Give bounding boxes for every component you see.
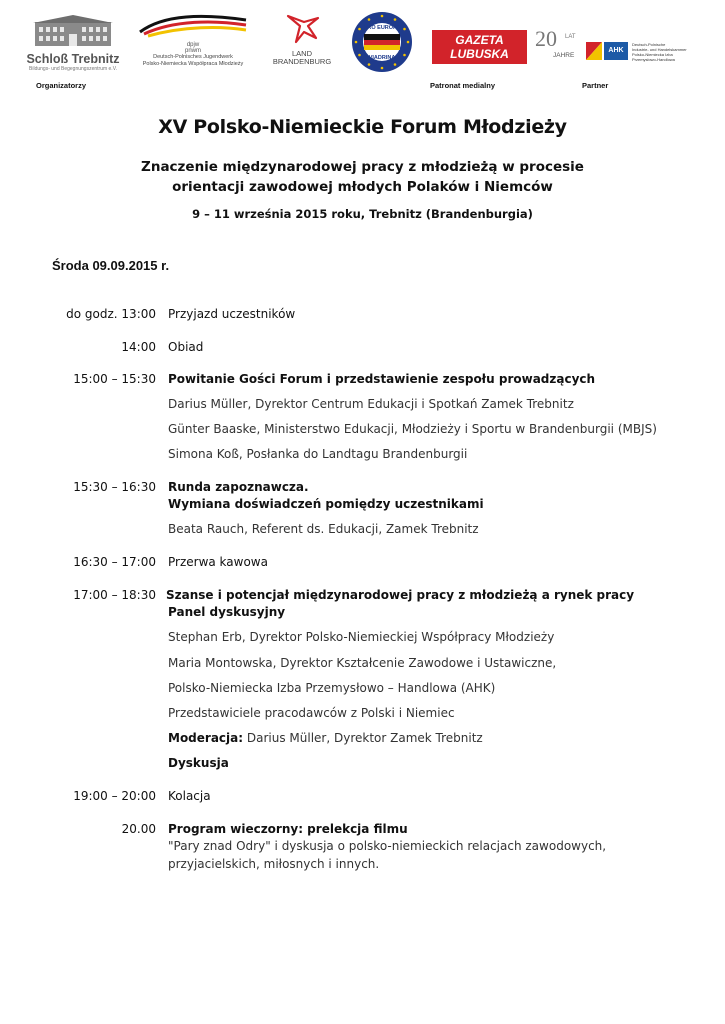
speaker-line: Günter Baaske, Ministerstwo Edukacji, Młodzieży i Sportu w Brandenburgii (MBJS)	[168, 422, 657, 436]
organizers-label: Organizatorzy	[36, 81, 87, 90]
agenda-item: Obiad	[168, 340, 204, 354]
pro-europa-text: PRO EUROPA	[363, 25, 401, 31]
speaker-line: Maria Montowska, Dyrektor Kształcenie Zawodowe i Ustawiczne,	[168, 656, 557, 670]
description-line: "Pary znad Odry" i dyskusja o polsko-niemieckich relacjach zawodowych,	[168, 839, 607, 853]
agenda-item: Runda zapoznawcza.	[168, 480, 309, 494]
agenda-item: Przerwa kawowa	[168, 555, 268, 569]
ahk-logo	[586, 42, 716, 72]
time-slot: 14:00	[121, 340, 156, 354]
description-line: przyjacielskich, miłosnych i innych.	[168, 857, 380, 871]
brandenburg-line1: LAND	[291, 49, 312, 58]
logo-row	[0, 8, 725, 84]
land-brandenburg-logo	[262, 12, 342, 74]
ahk-line3: Polsko-Niemiecka Izba	[632, 52, 673, 57]
ahk-flag-icon	[586, 42, 602, 60]
castle-icon	[31, 14, 115, 48]
brandenburg-line2: BRANDENBURG	[272, 57, 332, 66]
lat-number: 20	[535, 26, 557, 51]
gazeta-lubuska-logo	[432, 30, 527, 64]
speaker-line: Beata Rauch, Referent ds. Edukacji, Zamek Trebnitz	[168, 522, 479, 536]
agenda-subline: Panel dyskusyjny	[168, 605, 286, 619]
day-heading: Środa 09.09.2015 r.	[52, 258, 170, 273]
dpjw-short-pl: pnwm	[184, 48, 201, 54]
ahk-line1: Deutsch-Polnische	[632, 42, 666, 47]
moderation-label: Moderacja:	[168, 731, 244, 745]
agenda-item: Program wieczorny: prelekcja filmu	[168, 822, 408, 836]
pro-europa-emblem-icon	[350, 10, 414, 74]
ahk-label: AHK	[604, 42, 628, 60]
time-slot: 20.00	[121, 822, 156, 836]
time-slot: 15:00 – 15:30	[73, 372, 156, 386]
ahk-text	[632, 42, 687, 62]
time-slot: 19:00 – 20:00	[73, 789, 156, 803]
pro-europa-viadrina-logo	[350, 10, 414, 74]
gazeta-line2: LUBUSKA	[450, 47, 509, 61]
moderation-line	[168, 730, 483, 746]
agenda-item: Szanse i potencjał międzynarodowej pracy z młodzieżą a rynek pracy	[166, 588, 635, 602]
schloss-trebnitz-logo	[22, 14, 124, 76]
subtitle-line1: Znaczenie międzynarodowej pracy z młodzieżą w procesie	[141, 159, 584, 175]
agenda-item: Powitanie Gości Forum i przedstawienie zespołu prowadzących	[168, 372, 596, 386]
ahk-line2: Industrie- und Handelskammer	[632, 47, 687, 52]
partner-label: Partner	[582, 81, 609, 90]
lat-jahre: JAHRE	[553, 52, 575, 59]
time-slot: 17:00 – 18:30	[73, 588, 156, 602]
gazeta-line1: GAZETA	[455, 33, 504, 47]
media-patronage-label: Patronat medialny	[430, 81, 496, 90]
dpjw-line1: Deutsch-Polnisches Jugendwerk	[153, 54, 233, 60]
time-slot: 16:30 – 17:00	[73, 555, 156, 569]
date-place: 9 – 11 września 2015 roku, Trebnitz (Brandenburgia)	[192, 207, 533, 221]
agenda-item: Kolacja	[168, 789, 211, 803]
dpjw-short: dpjw	[186, 42, 200, 48]
document-title: XV Polsko-Niemieckie Forum Młodzieży	[158, 116, 567, 138]
agenda-subline: Dyskusja	[168, 756, 229, 770]
speaker-line: Simona Koß, Posłanka do Landtagu Brandenburgii	[168, 447, 468, 461]
speaker-line: Przedstawiciele pracodawców z Polski i Niemiec	[168, 706, 455, 720]
speaker-line: Polsko-Niemiecka Izba Przemysłowo – Handlowa (AHK)	[168, 681, 496, 695]
time-slot: do godz. 13:00	[66, 307, 156, 321]
dpjw-logo	[134, 12, 252, 76]
speaker-line: Stephan Erb, Dyrektor Polsko-Niemieckiej Współpracy Młodzieży	[168, 630, 555, 644]
viadrina-text: VIADRINA	[368, 55, 396, 61]
subtitle-line2: orientacji zawodowej młodych Polaków i Niemców	[172, 179, 553, 195]
dpjw-line2: Polsko-Niemiecka Współpraca Młodzieży	[142, 61, 244, 67]
dpjw-swoosh-icon	[134, 12, 252, 38]
schloss-subtitle: Bildungs- und Begegnungszentrum e.V.	[29, 66, 117, 72]
time-slot: 15:30 – 16:30	[73, 480, 156, 494]
moderation-text: Darius Müller, Dyrektor Zamek Trebnitz	[243, 731, 483, 745]
speaker-line: Darius Müller, Dyrektor Centrum Edukacji i Spotkań Zamek Trebnitz	[168, 397, 574, 411]
agenda-item: Przyjazd uczestników	[168, 307, 296, 321]
agenda-subline: Wymiana doświadczeń pomiędzy uczestnikami	[168, 497, 484, 511]
ahk-line4: Przemysłowo-Handlowa	[632, 57, 675, 62]
twenty-years-logo	[535, 28, 583, 68]
schloss-name: Schloß Trebnitz	[26, 52, 120, 66]
red-eagle-icon	[282, 12, 322, 46]
lat-label: LAT	[565, 34, 576, 40]
